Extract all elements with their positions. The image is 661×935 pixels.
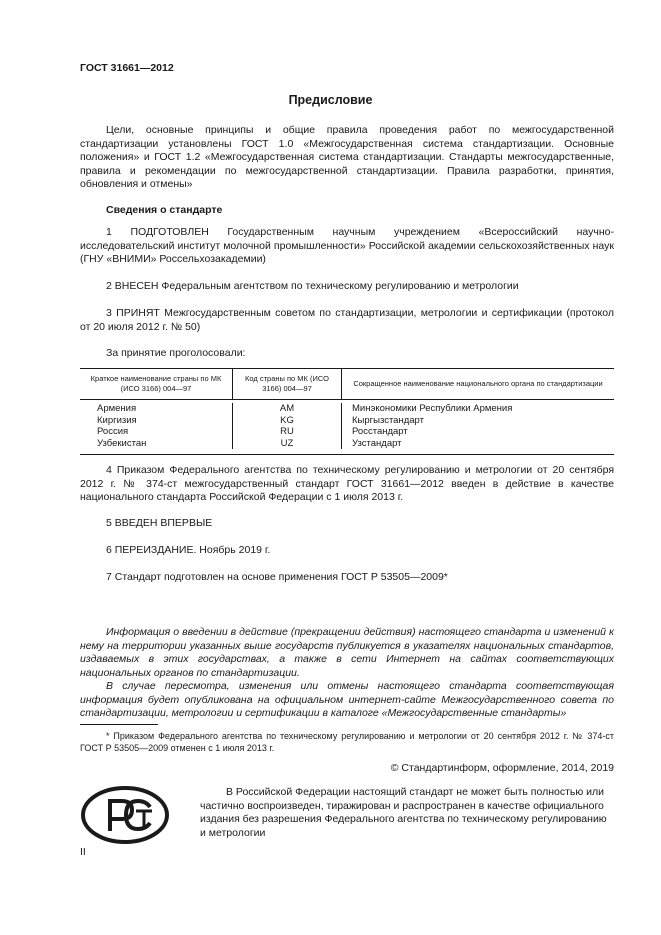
section-heading: Сведения о стандарте: [106, 204, 223, 216]
table-cell: Узбекистан: [97, 437, 147, 449]
table-cell: KG: [280, 414, 294, 426]
footnote: * Приказом Федерального агентства по техническому регулированию и метрологии от 20 сентября 2012 г. № 374-ст ГОСТ Р 53505—2009 отменен с 1 июля 2013 г.: [80, 731, 614, 753]
table-cell: Россия: [97, 426, 129, 437]
item-1-prepared: 1 ПОДГОТОВЛЕН Государственным научным учреждением «Всероссийский научно-исследовательский институт молочной промышленности» Российской академии сельскохозяйственных наук (ГНУ «ВНИМИ» Россельхозакадемии): [80, 226, 614, 265]
voted-label: За принятие проголосовали:: [106, 347, 246, 359]
table-body: [80, 400, 614, 454]
item-3-adopted: 3 ПРИНЯТ Межгосударственным советом по стандартизации, метрологии и сертификации (протокол от 20 июля 2012 г. № 50): [80, 307, 614, 333]
country-column: [80, 403, 232, 449]
info-notice-2: В случае пересмотра, изменения или отмены настоящего стандарта соответствующая информация будет опубликована на официальном интернет-сайте Межгосударственного совета по стандартизации, метрологии и сертификации в каталоге «Межгосударственные стандарты»: [80, 680, 614, 719]
item-5-first-introduced: 5 ВВЕДЕН ВПЕРВЫЕ: [106, 517, 213, 529]
body-column: [342, 403, 614, 449]
countries-table: [80, 368, 614, 455]
table-cell: AM: [279, 403, 295, 414]
table-cell: Узстандарт: [352, 437, 402, 449]
table-cell: RU: [280, 426, 294, 437]
column-header-body: Сокращенное наименование национального органа по стандартизации: [353, 379, 603, 388]
table-header: [80, 369, 614, 400]
column-header-country: Краткое наименование страны по МК (ИСО 3166) 004—97: [90, 374, 222, 393]
table-cell: Армения: [97, 403, 137, 414]
copyright: © Стандартинформ, оформление, 2014, 2019: [390, 762, 614, 774]
table-cell: Росстандарт: [352, 426, 408, 437]
table-cell: Минэкономики Республики Армения: [352, 403, 513, 414]
item-4-order: 4 Приказом Федерального агентства по техническому регулированию и метрологии от 20 сентября 2012 г. № 374-ст межгосударственный стандарт ГОСТ 31661—2012 введен в действие в качестве национального стандарта Российской Федерации с 1 июля 2013 г.: [80, 464, 614, 503]
rst-logo-icon: [80, 785, 170, 845]
document-code: ГОСТ 31661—2012: [80, 62, 174, 74]
column-header-code: Код страны по МК (ИСО 3166) 004—97: [232, 369, 342, 399]
item-6-reissue: 6 ПЕРЕИЗДАНИЕ. Ноябрь 2019 г.: [106, 544, 271, 556]
table-cell: UZ: [280, 437, 294, 449]
item-2-introduced: 2 ВНЕСЕН Федеральным агентством по техническому регулированию и метрологии: [106, 280, 519, 292]
info-notice-1: Информация о введении в действие (прекращении действия) настоящего стандарта и изменений к нему на территории указанных выше государств публикуется в указателях национальных стандартов, издаваемых в этих государствах, а также в сети Интернет на сайтах соответствующих национальных органов по стандартизации.: [80, 626, 614, 679]
intro-paragraph: Цели, основные принципы и общие правила проведения работ по межгосударственной стандартизации установлены ГОСТ 1.0 «Межгосударственная система стандартизации. Основные положения» и ГОСТ 1.2 «Межгосударственная система стандартизации. Стандарты межгосударственные, правила и рекомендации по межгосударственной стандартизации. Правила разработки, принятия, обновления и отмены»: [80, 124, 614, 190]
rights-notice: В Российской Федерации настоящий стандарт не может быть полностью или частично воспроизведен, тиражирован и распространен в качестве официального издания без разрешения Федерального агентства по техническому регулированию и метрологии: [200, 786, 607, 839]
footnote-divider: [80, 724, 158, 725]
item-7-basis: 7 Стандарт подготовлен на основе применения ГОСТ Р 53505—2009*: [106, 571, 448, 583]
page-number: II: [80, 846, 86, 858]
page-title: Предисловие: [288, 93, 373, 107]
table-cell: Киргизия: [97, 414, 137, 426]
table-cell: Кыргызстандарт: [352, 414, 424, 426]
code-column: [232, 403, 342, 449]
